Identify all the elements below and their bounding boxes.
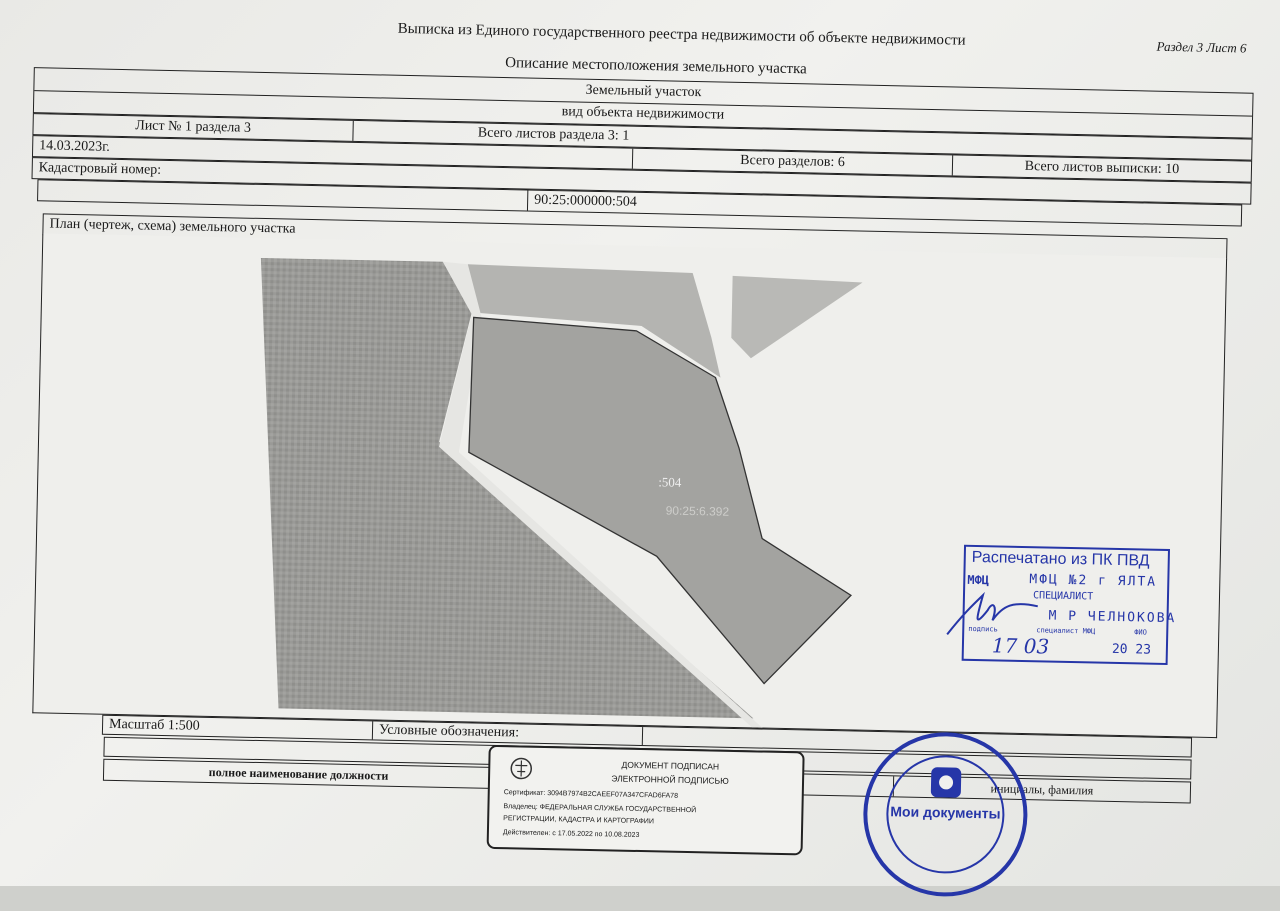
signature-line1: ДОКУМЕНТ ПОДПИСАН [621,759,720,772]
seal-svg [859,728,1033,902]
emblem-icon [508,755,535,782]
extract-sheet [9,5,1277,891]
total-extract-sheets: Всего листов выписки: 10 [1024,158,1180,178]
printed-stamp [962,545,1177,669]
electronic-signature-box [487,745,805,856]
neighbor-number-label: 90:25:6.392 [665,503,730,519]
object-type-caption: вид объекта недвижимости [561,104,725,123]
document-title: Выписка из Единого государственного реестра недвижимости об объекте недвижимости [397,20,966,49]
signature-cert: Сертификат: 3094B7974B2CAEEF07A347CFAD6FA78 [503,789,679,800]
stamp-mfc-value: МФЦ №2 г ЯЛТА [1029,572,1158,590]
stamp-year: 20 23 [1111,641,1152,658]
stamp-name: М Р ЧЕЛНОКОВА [1048,608,1177,627]
initials-caption: инициалы, фамилия [990,780,1094,798]
seal-logo-text: Мои документы [890,803,1001,822]
stamp-date-handwritten: 17 03 [991,633,1050,659]
parcel-504-label: :504 [658,474,682,490]
stamp-specialist: СПЕЦИАЛИСТ [1032,590,1094,603]
sheet-number: Лист № 1 раздела 3 [33,114,353,141]
object-type: Земельный участок [34,68,1252,117]
total-sections: Всего разделов: 6 [633,149,953,176]
stamp-caption-sign: подпись [968,624,998,634]
position-caption: полное наименование должности [104,760,494,788]
stamp-line1: Распечатано из ПК ПВД [971,548,1150,570]
legend-label: Условные обозначения: [373,721,643,745]
signature-owner2: РЕГИСТРАЦИИ, КАДАСТРА И КАРТОГРАФИИ [503,815,654,826]
cadastral-label: Кадастровый номер: [38,160,162,178]
extract-date: 14.03.2023г. [33,136,633,169]
document-subtitle: Описание местоположения земельного участка [505,55,807,78]
signature-valid: Действителен: с 17.05.2022 по 10.08.2023 [502,829,640,840]
handwritten-signature [942,584,1043,646]
section-sheet-label: Раздел 3 Лист 6 [1156,38,1247,56]
total-section-sheets: Всего листов раздела 3: 1 [477,125,630,144]
plan-label: План (чертеж, схема) земельного участка [42,213,1227,260]
scale-label: Масштаб 1:500 [103,716,373,740]
stamp-caption-spec: специалист МФЦ [1036,626,1096,636]
stamp-mfc-label: МФЦ [967,572,990,588]
stamp-caption-fio: ФИО [1134,628,1147,637]
neighbor-parcel-northeast [731,276,863,361]
cadastral-number: 90:25:000000:504 [534,192,637,210]
round-seal [859,728,1033,902]
signature-owner: Владелец: ФЕДЕРАЛЬНАЯ СЛУЖБА ГОСУДАРСТВЕННОЙ [503,803,697,815]
signature-line2: ЭЛЕКТРОННОЙ ПОДПИСЬЮ [611,773,729,786]
